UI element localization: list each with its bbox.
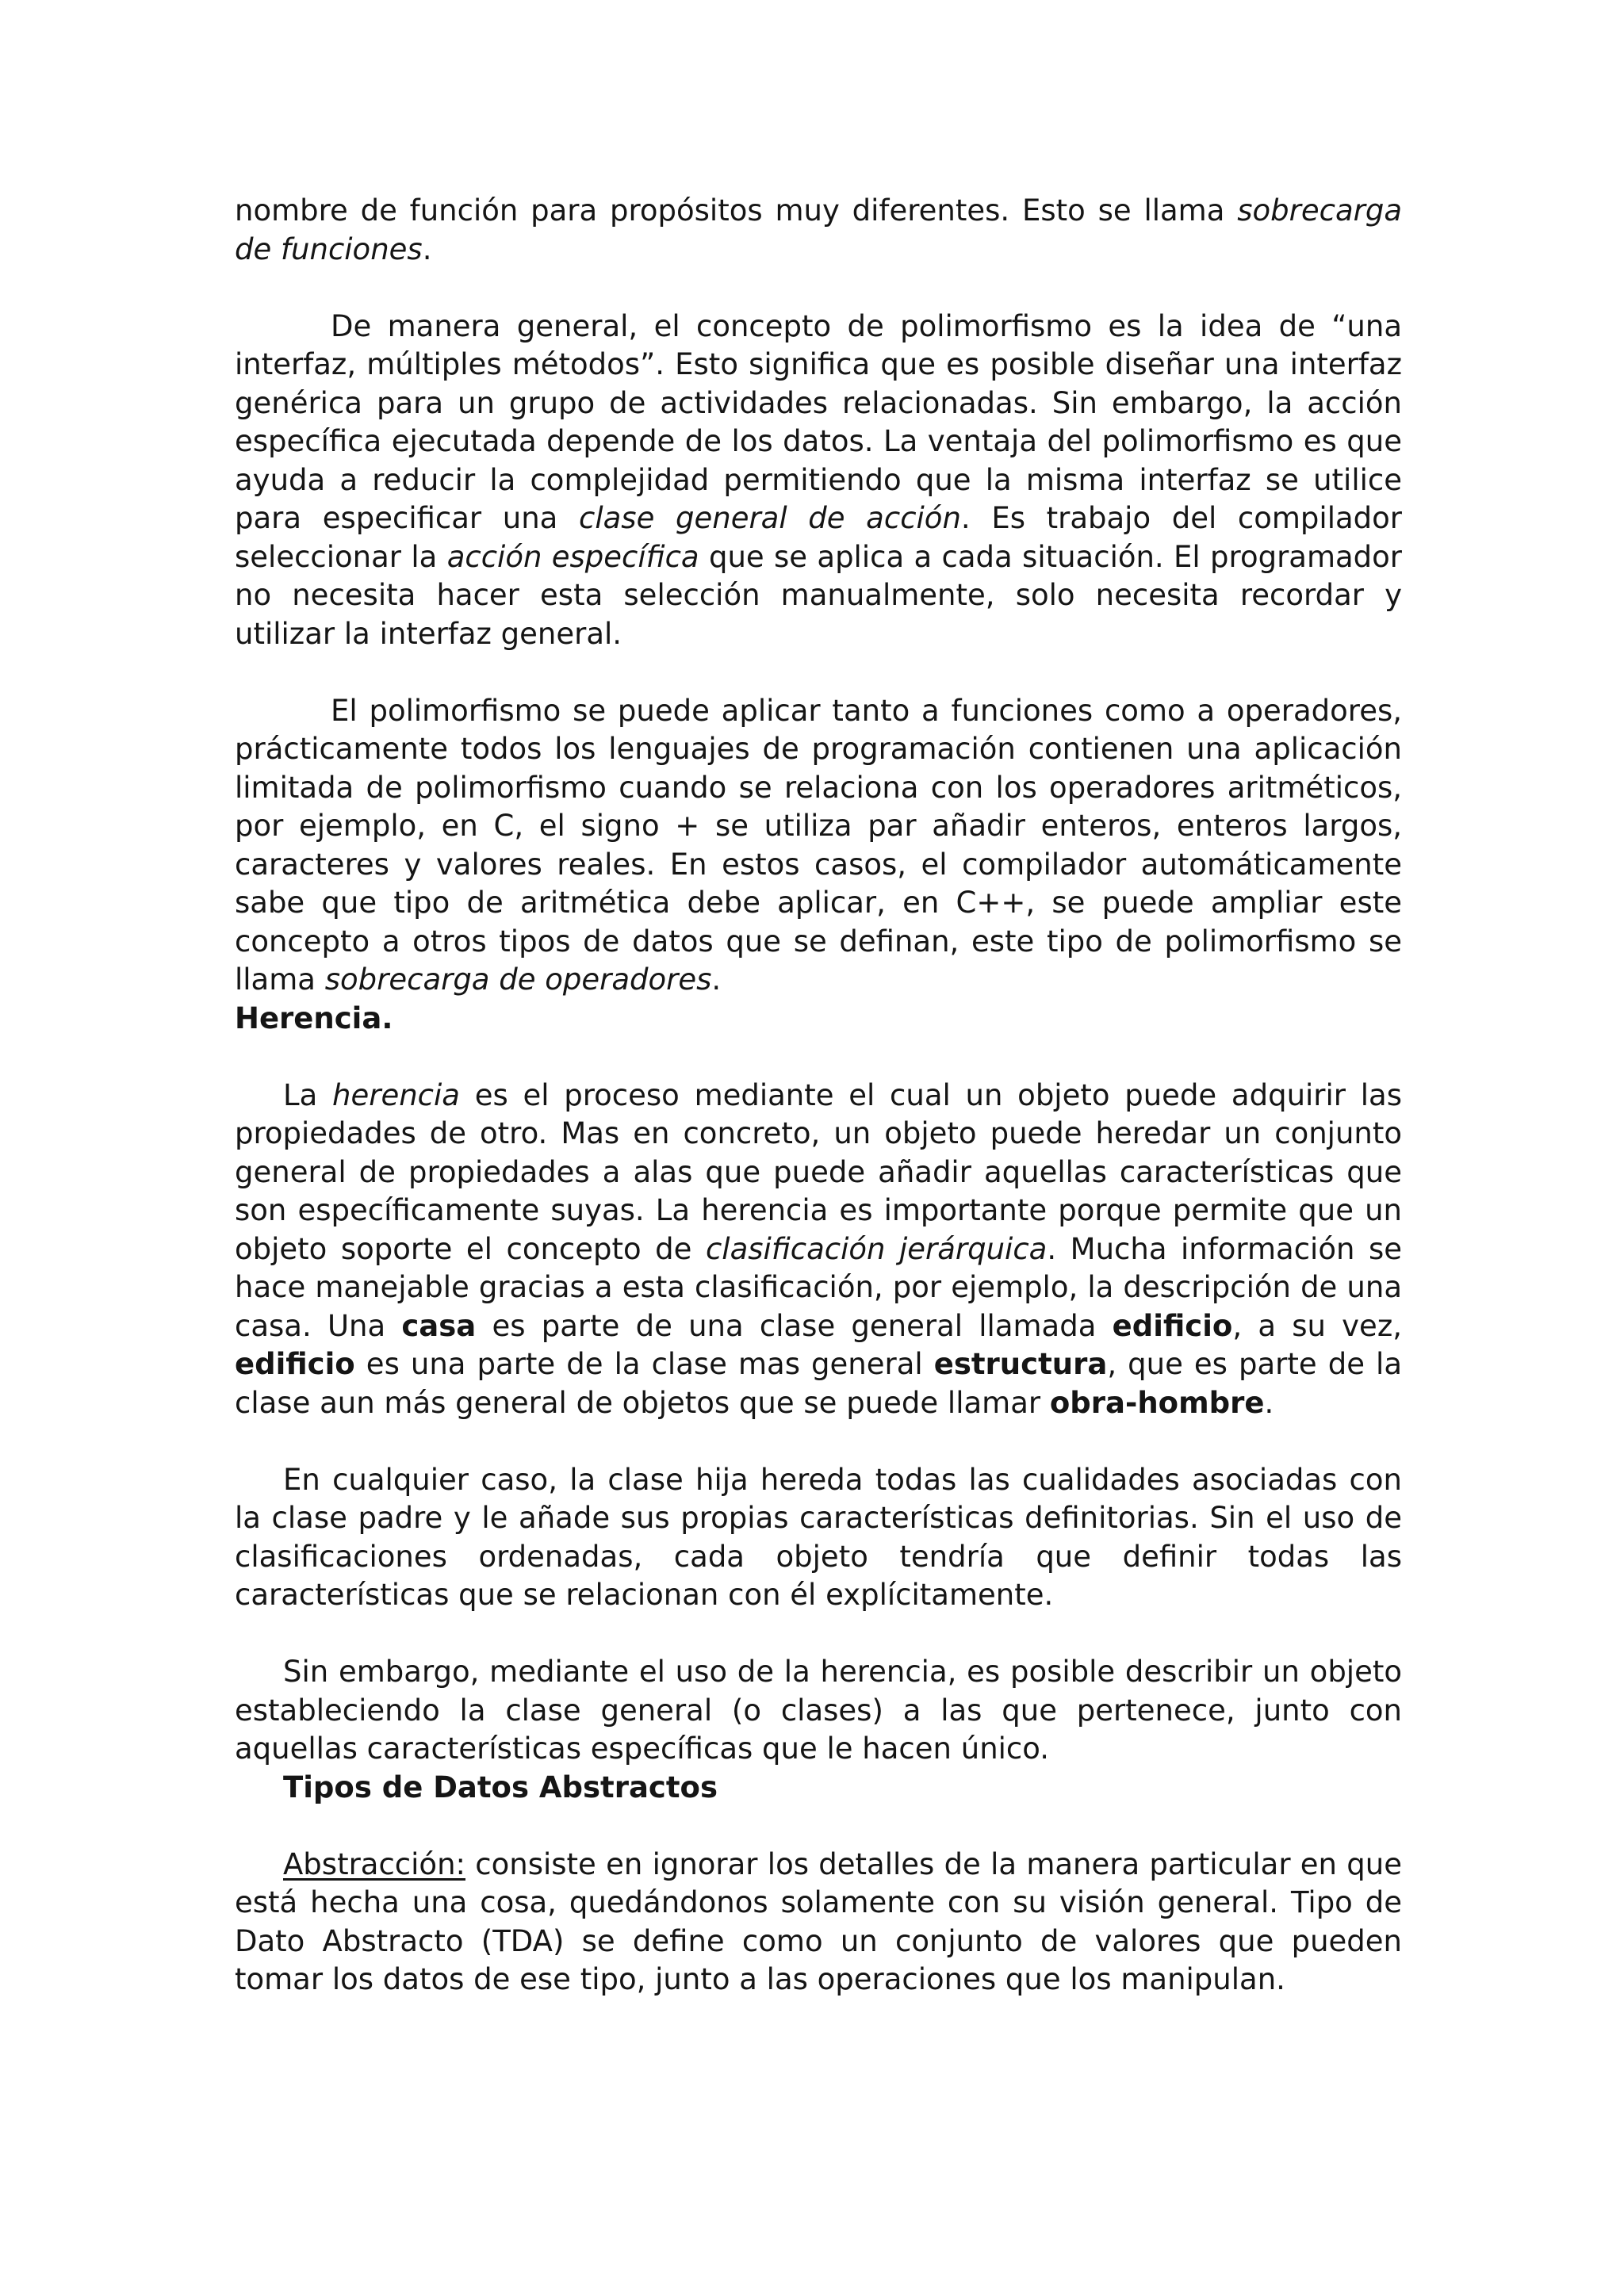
text-run: nombre de función para propósitos muy diferentes. Esto se llama — [235, 193, 1238, 228]
bold-term: edificio — [235, 1347, 355, 1381]
paragraph-herencia-descripcion: Sin embargo, mediante el uso de la herencia, es posible describir un objeto estableciendo la clase general (o clases) a las que pertenece, junto con aquellas características específicas que le hacen único. — [235, 1655, 1402, 1766]
heading-herencia: Herencia. — [235, 1001, 393, 1035]
text-run: . Mucha información se hace manejable gracias a esta clasificación, por ejemplo, la descripción de una casa. Una — [235, 1231, 1402, 1343]
text-column — [235, 192, 1402, 1999]
text-run: es una parte de la clase mas general — [354, 1347, 934, 1381]
bold-term: edificio — [1112, 1308, 1233, 1343]
text-run: . — [711, 962, 722, 997]
text-run: El polimorfismo se puede aplicar tanto a funciones como a operadores, prácticamente todos los lenguajes de programación contienen una aplicación limitada de polimorfismo cuando se relaciona con los operadores aritméticos, por ejemplo, en C, el signo + se utiliza par añadir enteros, enteros largos, caracteres y valores reales. En estos casos, el compilador automáticamente sabe que tipo de aritmética debe aplicar, en C++, se puede ampliar este concepto a otros tipos de datos que se definan, este tipo de polimorfismo se llama — [235, 693, 1402, 997]
underlined-term: Abstracción: — [283, 1846, 465, 1881]
paragraph-sobrecarga-funciones — [235, 192, 1402, 269]
text-run: es el proceso mediante el cual un objeto puede adquirir las propiedades de otro. Mas en concreto, un objeto puede heredar un conjunto general de propiedades a alas que puede añadir aquellas características que son específicamente suyas. La herencia es importante porque permite que un objeto soporte el concepto de — [235, 1077, 1402, 1266]
italic-term: sobrecarga de operadores — [324, 962, 712, 997]
bold-term: estructura — [933, 1347, 1108, 1381]
paragraph-abstraccion — [235, 1846, 1402, 1999]
text-run: De manera general, el concepto de polimorfismo es la idea de “una interfaz, múltiples métodos”. Esto significa que es posible diseñar una interfaz genérica para un grupo de actividades relacionadas. Sin embargo, la acción específica ejecutada depende de los datos. La ventaja del polimorfismo es que ayuda a reducir la complejidad permitiendo que la misma interfaz se utilice para especificar una — [235, 308, 1402, 535]
text-run: . Es trabajo del compilador seleccionar la — [235, 501, 1402, 574]
text-run: es parte de una clase general llamada — [476, 1308, 1113, 1343]
text-run: que se aplica a cada situación. El programador no necesita hacer esta selección manualmente, solo necesita recordar y utilizar la interfaz general. — [235, 539, 1403, 651]
text-run: , a su vez, — [1232, 1308, 1402, 1343]
text-run: La — [283, 1077, 333, 1112]
text-run: consiste en ignorar los detalles de la manera particular en que está hecha una cosa, quedándonos solamente con su visión general. Tipo de Dato Abstracto (TDA) se define como un conjunto de valores que pueden tomar los datos de ese tipo, junto a las operaciones que los manipulan. — [235, 1846, 1402, 1996]
paragraph-polimorfismo-operadores — [235, 692, 1402, 1000]
text-run: . — [1264, 1385, 1274, 1420]
paragraph-herencia-clase-hija: En cualquier caso, la clase hija hereda todas las cualidades asociadas con la clase padre y le añade sus propias características definitorias. Sin el uso de clasificaciones ordenadas, cada objeto tendría que definir todas las características que se relacionan con él explícitamente. — [235, 1462, 1402, 1612]
italic-term: sobrecarga de funciones — [235, 193, 1402, 266]
italic-term: clasificación jerárquica — [705, 1231, 1048, 1266]
bold-term: obra-hombre — [1049, 1385, 1265, 1420]
italic-term: acción específica — [446, 539, 699, 574]
heading-tipos-datos-abstractos: Tipos de Datos Abstractos — [283, 1770, 718, 1804]
italic-term: herencia — [332, 1077, 460, 1112]
text-run: . — [422, 232, 432, 266]
text-run: , que es parte de la clase aun más general de objetos que se puede llamar — [235, 1347, 1402, 1420]
bold-term: casa — [401, 1308, 477, 1343]
italic-term: clase general de acción — [579, 501, 961, 535]
paragraph-polimorfismo-concepto — [235, 308, 1402, 654]
paragraph-herencia-definicion — [235, 1077, 1402, 1423]
